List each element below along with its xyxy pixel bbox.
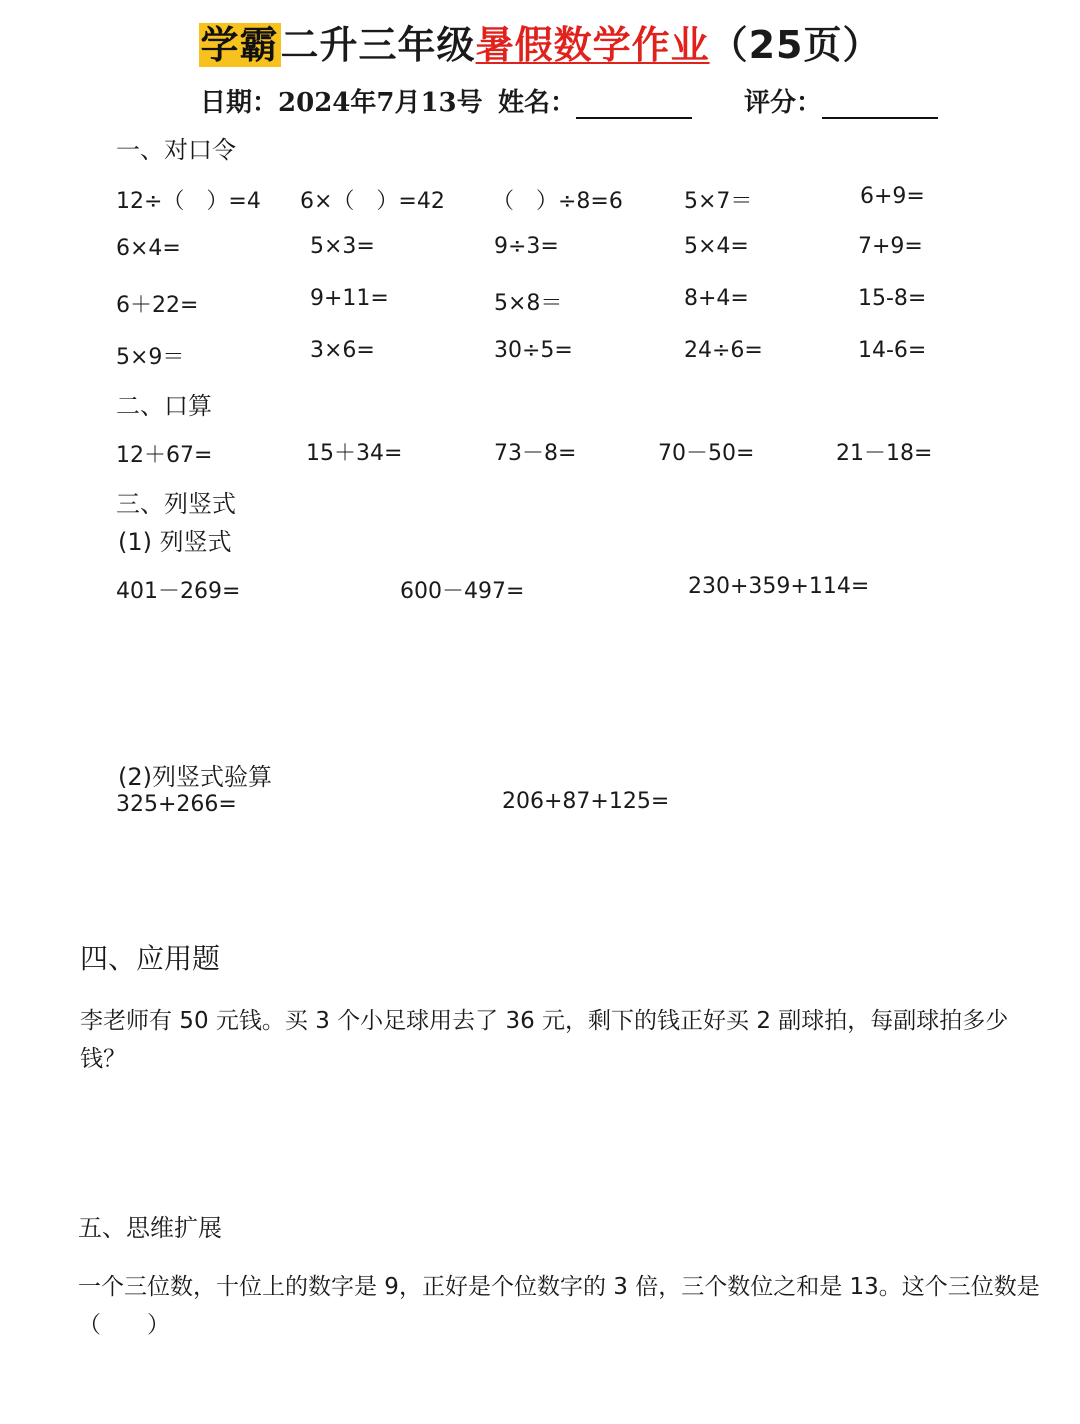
drill-item: 12÷（ ）=4 — [116, 189, 261, 214]
drill-item: 5×3= — [310, 234, 375, 259]
section-3-part-2-heading: (2)列竖式验算 — [118, 763, 272, 791]
drill-item: 9÷3= — [494, 234, 559, 259]
drill-item: 15-8= — [858, 286, 927, 311]
verify-calc-item: 206+87+125= — [502, 789, 670, 814]
drill-item: （ ）÷8=6 — [492, 189, 623, 214]
drill-item: 3×6= — [310, 338, 375, 363]
vertical-calc-item: 230+359+114= — [688, 574, 870, 599]
drill-item: 6+9= — [860, 184, 925, 209]
drill-item: 6＋22= — [116, 293, 199, 318]
section-2-heading: 二、口算 — [116, 392, 212, 420]
name-field[interactable] — [576, 91, 692, 119]
thinking-problem: 一个三位数，十位上的数字是 9，正好是个位数字的 3 倍，三个数位之和是 13。这个三位数是（ ） — [78, 1274, 1040, 1338]
title-homework: 暑假数学作业 — [475, 23, 710, 67]
drill-item: 6×（ ）=42 — [300, 189, 445, 214]
mental-math-item: 73－8= — [494, 441, 577, 466]
drill-item: 5×9＝ — [116, 345, 185, 370]
title-highlight: 学霸 — [200, 23, 279, 67]
mental-math-item: 12＋67= — [116, 443, 213, 468]
name-label: 姓名： — [498, 88, 577, 118]
date-line — [200, 82, 483, 119]
title-pages: （25页） — [709, 23, 882, 67]
title-grade: 二升三年级 — [280, 23, 476, 67]
name-line — [498, 82, 692, 119]
page-title — [0, 14, 1080, 69]
drill-item: 14-6= — [858, 338, 927, 363]
vertical-calc-item: 600－497= — [400, 579, 525, 604]
drill-item: 5×8＝ — [494, 291, 563, 316]
drill-item: 5×7＝ — [684, 189, 753, 214]
drill-item: 30÷5= — [494, 338, 573, 363]
score-line — [744, 82, 938, 119]
mental-math-item: 21－18= — [836, 441, 933, 466]
section-4-heading: 四、应用题 — [80, 942, 221, 975]
drill-item: 9+11= — [310, 286, 389, 311]
section-5-heading: 五、思维扩展 — [78, 1214, 222, 1242]
vertical-calc-item: 401－269= — [116, 579, 241, 604]
drill-item: 6×4= — [116, 236, 181, 261]
score-label: 评分： — [744, 88, 823, 118]
section-3-heading: 三、列竖式 — [116, 490, 236, 518]
section-1-heading: 一、对口令 — [116, 136, 236, 164]
score-field[interactable] — [822, 91, 938, 119]
date-value: 2024年7月13号 — [278, 88, 483, 118]
mental-math-item: 70－50= — [658, 441, 755, 466]
drill-item: 7+9= — [858, 234, 923, 259]
date-label: 日期： — [200, 88, 279, 118]
drill-item: 5×4= — [684, 234, 749, 259]
word-problem: 李老师有 50 元钱。买 3 个小足球用去了 36 元，剩下的钱正好买 2 副球拍，每副球拍多少钱？ — [80, 1008, 1009, 1072]
section-3-part-1-heading: (1) 列竖式 — [118, 528, 232, 556]
verify-calc-item: 325+266= — [116, 792, 237, 817]
drill-item: 24÷6= — [684, 338, 763, 363]
drill-item: 8+4= — [684, 286, 749, 311]
mental-math-item: 15＋34= — [306, 441, 403, 466]
